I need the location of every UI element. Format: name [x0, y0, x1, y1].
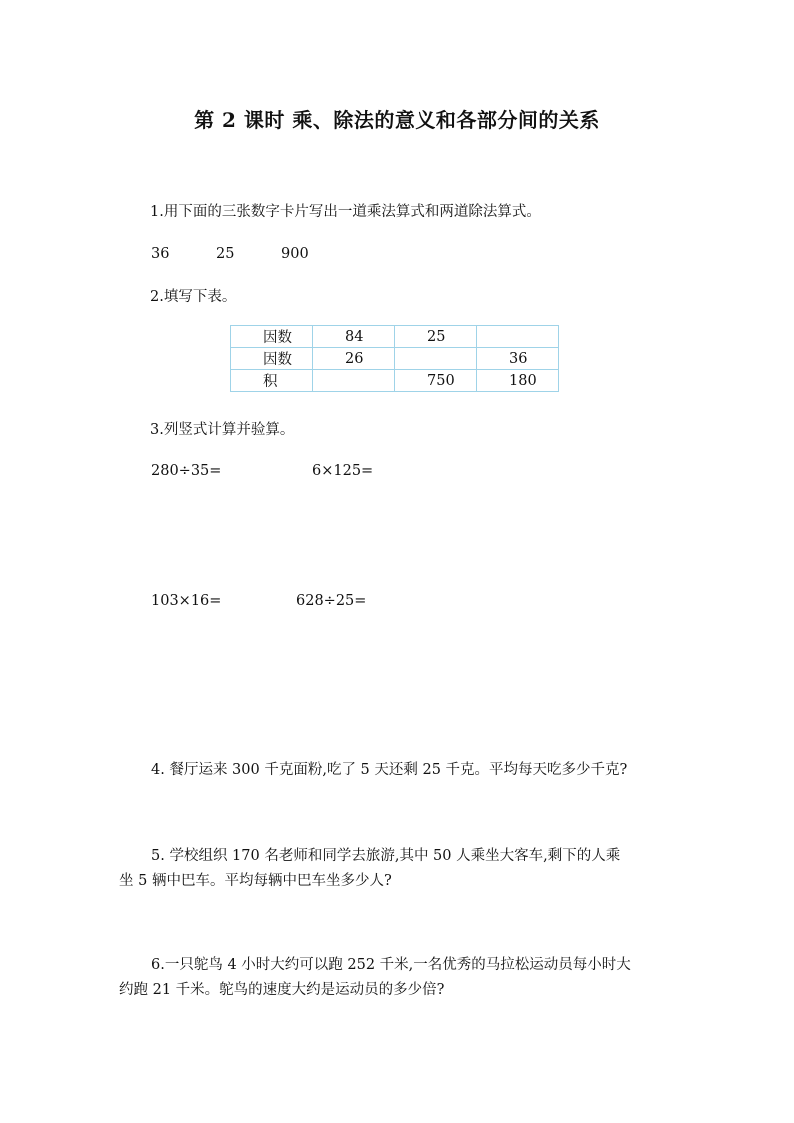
table-cell: 36 — [477, 348, 559, 370]
number-card-1: 36 — [151, 246, 170, 262]
question-5-line-2: 坐 5 辆中巴车。平均每辆中巴车坐多少人? — [119, 873, 392, 889]
question-3-text: 3.列竖式计算并验算。 — [150, 422, 295, 438]
question-2-text: 2.填写下表。 — [150, 289, 237, 305]
question-6-line-2: 约跑 21 千米。鸵鸟的速度大约是运动员的多少倍? — [119, 982, 445, 998]
factor-product-table — [230, 325, 559, 392]
page-title: 第 2 课时 乘、除法的意义和各部分间的关系 — [194, 108, 600, 132]
question-5-line-1: 5. 学校组织 170 名老师和同学去旅游,其中 50 人乘坐大客车,剩下的人乘 — [151, 848, 621, 864]
calc-problem: 103×16= — [151, 593, 222, 609]
table-row — [231, 370, 559, 392]
table-cell — [477, 326, 559, 348]
table-cell: 180 — [477, 370, 559, 392]
table-cell — [313, 370, 395, 392]
question-1-text: 1.用下面的三张数字卡片写出一道乘法算式和两道除法算式。 — [150, 204, 541, 220]
calc-problem: 628÷25= — [296, 593, 367, 609]
table-cell — [395, 348, 477, 370]
question-4-text: 4. 餐厅运来 300 千克面粉,吃了 5 天还剩 25 千克。平均每天吃多少千克? — [151, 762, 628, 778]
table-row-label: 因数 — [231, 326, 313, 348]
question-6-line-1: 6.一只鸵鸟 4 小时大约可以跑 252 千米,一名优秀的马拉松运动员每小时大 — [151, 957, 631, 973]
table-row — [231, 348, 559, 370]
table-row-label: 因数 — [231, 348, 313, 370]
table-cell: 26 — [313, 348, 395, 370]
calc-problem: 280÷35= — [151, 463, 222, 479]
calc-problem: 6×125= — [312, 463, 374, 479]
table-cell: 25 — [395, 326, 477, 348]
number-card-3: 900 — [281, 246, 309, 262]
table-cell: 84 — [313, 326, 395, 348]
table-cell: 750 — [395, 370, 477, 392]
table-row-label: 积 — [231, 370, 313, 392]
number-card-2: 25 — [216, 246, 235, 262]
table-row — [231, 326, 559, 348]
